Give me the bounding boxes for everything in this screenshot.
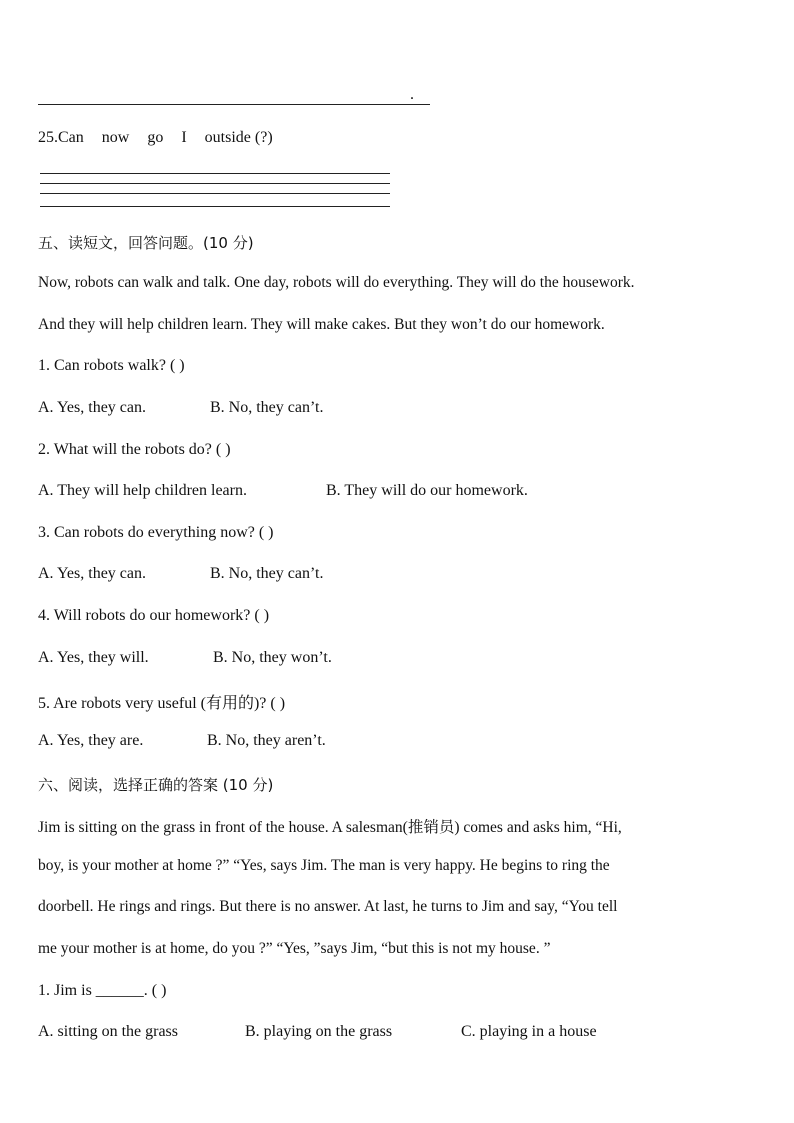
section6-passage-line-2: boy, is your mother at home ?” “Yes, says Jim. The man is very happy. He begins to ring the bbox=[38, 857, 610, 874]
s5-question-5: 5. Are robots very useful (有用的)? ( ) bbox=[38, 695, 286, 712]
s5-q3-option-b: B. No, they can’t. bbox=[210, 565, 324, 582]
s5-q4-option-b: B. No, they won’t. bbox=[213, 649, 332, 666]
s5-q2-option-b: B. They will do our homework. bbox=[326, 482, 528, 499]
s5-question-4: 4. Will robots do our homework? ( ) bbox=[38, 607, 270, 624]
q25-word-5: outside (?) bbox=[204, 129, 273, 146]
s5-q2-option-a: A. They will help children learn. bbox=[38, 482, 247, 499]
q25-word-1: Can bbox=[58, 129, 84, 146]
s5-q5-option-b: B. No, they aren’t. bbox=[207, 732, 326, 749]
q25-word-3: go bbox=[147, 129, 164, 146]
writing-line-1 bbox=[40, 173, 390, 174]
s5-question-1: 1. Can robots walk? ( ) bbox=[38, 357, 185, 374]
section6-passage-line-3: doorbell. He rings and rings. But there is no answer. At last, he turns to Jim and say, “You tell bbox=[38, 898, 618, 915]
section6-passage-line-1: Jim is sitting on the grass in front of the house. A salesman(推销员) comes and asks him, “Hi, bbox=[38, 819, 622, 836]
answer-period: . bbox=[410, 86, 414, 103]
s5-q1-option-a: A. Yes, they can. bbox=[38, 399, 146, 416]
question-25 bbox=[38, 129, 273, 147]
s5-question-2: 2. What will the robots do? ( ) bbox=[38, 441, 231, 458]
section5-passage-line-1: Now, robots can walk and talk. One day, robots will do everything. They will do the housework. bbox=[38, 274, 635, 291]
writing-line-3 bbox=[40, 193, 390, 194]
section6-passage-line-4: me your mother is at home, do you ?” “Yes, ”says Jim, “but this is not my house. ” bbox=[38, 940, 551, 957]
s6-question-1: 1. Jim is ______. ( ) bbox=[38, 982, 167, 999]
writing-line-4 bbox=[40, 206, 390, 207]
section5-passage-line-2: And they will help children learn. They will make cakes. But they won’t do our homework. bbox=[38, 316, 605, 333]
s5-q4-option-a: A. Yes, they will. bbox=[38, 649, 149, 666]
section5-heading: 五、读短文，回答问题。(10 分) bbox=[38, 234, 254, 252]
answer-line-top bbox=[38, 104, 430, 105]
q25-number: 25. bbox=[38, 129, 58, 146]
q25-word-2: now bbox=[101, 129, 130, 146]
section6-heading: 六、阅读，选择正确的答案 (10 分) bbox=[38, 776, 274, 794]
q25-word-4: I bbox=[181, 129, 187, 146]
s5-question-3: 3. Can robots do everything now? ( ) bbox=[38, 524, 274, 541]
s5-q1-option-b: B. No, they can’t. bbox=[210, 399, 324, 416]
s6-q1-option-a: A. sitting on the grass bbox=[38, 1023, 178, 1040]
s5-q5-option-a: A. Yes, they are. bbox=[38, 732, 144, 749]
s6-q1-option-c: C. playing in a house bbox=[461, 1023, 597, 1040]
writing-line-2 bbox=[40, 183, 390, 184]
s6-q1-option-b: B. playing on the grass bbox=[245, 1023, 393, 1040]
s5-q3-option-a: A. Yes, they can. bbox=[38, 565, 146, 582]
